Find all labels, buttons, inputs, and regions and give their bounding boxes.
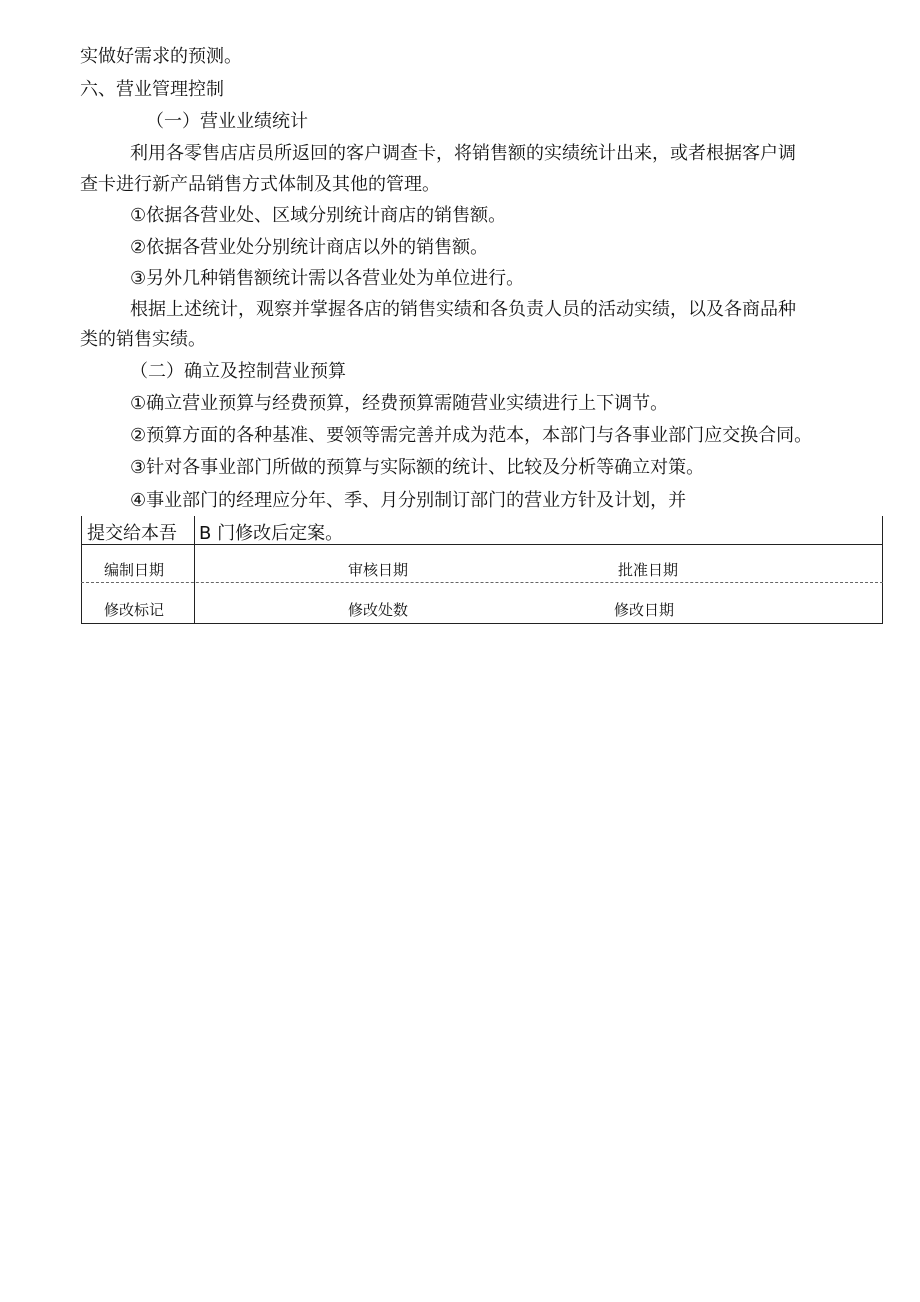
table-cell: 审核日期 bbox=[348, 561, 409, 579]
subsection-heading: （一）营业业绩统计 bbox=[146, 111, 308, 132]
revision-table bbox=[81, 516, 883, 624]
table-cell: 修改日期 bbox=[614, 601, 675, 619]
section-heading: 六、营业管理控制 bbox=[80, 79, 224, 100]
table-border-right bbox=[882, 516, 883, 624]
table-cell: 编制日期 bbox=[104, 561, 165, 579]
table-cell: 修改处数 bbox=[348, 601, 409, 619]
list-item: ③另外几种销售额统计需以各营业处为单位进行。 bbox=[130, 268, 525, 289]
carryover-text: B 门修改后定案。 bbox=[199, 523, 344, 544]
paragraph-text: 根据上述统计，观察并掌握各店的销售实绩和各负责人员的活动实绩，以及各商品种 bbox=[130, 299, 796, 320]
carryover-text: 提交给本吾 bbox=[87, 523, 177, 544]
list-item: ②预算方面的各种基准、要领等需完善并成为范本，本部门与各事业部门应交换合同。 bbox=[130, 425, 813, 446]
list-item: ②依据各营业处分别统计商店以外的销售额。 bbox=[130, 237, 489, 258]
table-cell: 批准日期 bbox=[618, 561, 679, 579]
paragraph-text: 类的销售实绩。 bbox=[80, 329, 206, 350]
list-item: ①确立营业预算与经费预算，经费预算需随营业实绩进行上下调节。 bbox=[130, 393, 669, 414]
list-item: ④事业部门的经理应分年、季、月分别制订部门的营业方针及计划，并 bbox=[130, 490, 687, 511]
table-cell: 修改标记 bbox=[104, 601, 165, 619]
table-divider bbox=[194, 516, 195, 624]
paragraph-text: 查卡进行新产品销售方式体制及其他的管理。 bbox=[80, 174, 440, 195]
table-rule bbox=[81, 582, 883, 583]
table-rule bbox=[81, 623, 883, 624]
list-item: ①依据各营业处、区域分别统计商店的销售额。 bbox=[130, 205, 507, 226]
paragraph-text: 实做好需求的预测。 bbox=[80, 46, 242, 67]
subsection-heading: （二）确立及控制营业预算 bbox=[130, 361, 346, 382]
table-border-left bbox=[81, 516, 82, 624]
list-item: ③针对各事业部门所做的预算与实际额的统计、比较及分析等确立对策。 bbox=[130, 457, 705, 478]
paragraph-text: 利用各零售店店员所返回的客户调查卡，将销售额的实绩统计出来，或者根据客户调 bbox=[130, 143, 796, 164]
